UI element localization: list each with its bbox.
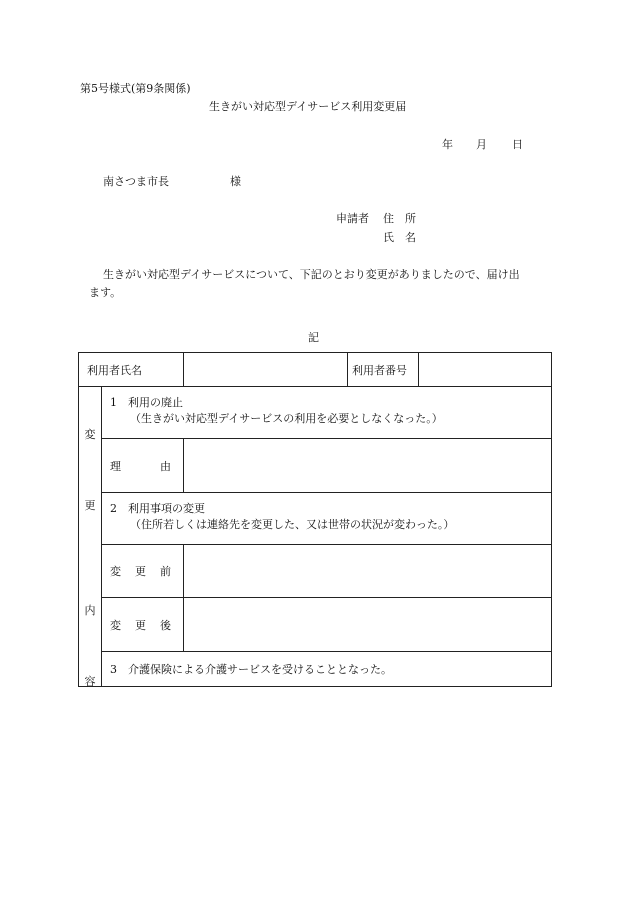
body-text-line1: 生きがい対応型デイサービスについて、下記のとおり変更がありましたので、届け出 — [103, 268, 520, 281]
before-char-1: 変 — [110, 565, 121, 578]
user-name-field[interactable] — [184, 353, 348, 387]
change-content-side-label — [79, 387, 102, 687]
addressee-name: 南さつま市長 — [103, 175, 169, 188]
applicant-address-label: 住 所 — [383, 212, 416, 225]
item1-sub: （生きがい対応型デイサービスの利用を必要としなくなった。） — [130, 412, 443, 425]
date-month: 月 — [476, 138, 487, 151]
applicant-name-label: 氏 名 — [383, 231, 416, 244]
change-form-table — [78, 352, 552, 687]
reason-label-cell — [102, 439, 184, 493]
user-name-label-cell — [79, 353, 184, 387]
reason-field[interactable] — [184, 439, 552, 493]
user-number-field[interactable] — [419, 353, 552, 387]
date-day: 日 — [512, 138, 523, 151]
side-char-2: 更 — [84, 499, 96, 512]
after-char-1: 変 — [110, 618, 121, 632]
date-year: 年 — [442, 138, 453, 151]
user-name-label: 利用者氏名 — [87, 363, 142, 377]
reason-char-2: 由 — [160, 459, 171, 473]
before-label-cell — [102, 545, 184, 598]
item3-cell — [102, 652, 552, 687]
side-char-1: 変 — [84, 428, 96, 441]
body-text-line2: ます。 — [89, 286, 122, 299]
side-char-3: 内 — [84, 604, 96, 617]
applicant-label: 申請者 — [336, 212, 369, 225]
before-char-2: 更 — [135, 565, 146, 578]
item1-title: 1 利用の廃止 — [110, 396, 183, 409]
item2-cell — [102, 493, 552, 545]
after-field[interactable] — [184, 598, 552, 652]
user-number-label: 利用者番号 — [352, 363, 407, 377]
before-field[interactable] — [184, 545, 552, 598]
after-char-3: 後 — [160, 618, 171, 632]
reason-char-1: 理 — [110, 459, 121, 473]
item1-cell — [102, 387, 552, 439]
document-title: 生きがい対応型デイサービス利用変更届 — [209, 100, 407, 113]
after-label-cell — [102, 598, 184, 652]
item2-sub: （住所若しくは連絡先を変更した、又は世帯の状況が変わった。） — [130, 518, 455, 531]
side-char-4: 容 — [84, 675, 96, 688]
before-char-3: 前 — [160, 565, 171, 578]
addressee-honorific: 様 — [230, 175, 241, 188]
ki-heading: 記 — [308, 331, 319, 344]
item3-title: 3 介護保険による介護サービスを受けることとなった。 — [110, 663, 392, 676]
item2-title: 2 利用事項の変更 — [110, 502, 205, 515]
user-number-label-cell — [348, 353, 419, 387]
form-number: 第5号様式(第9条関係) — [80, 82, 191, 95]
after-char-2: 更 — [135, 618, 146, 632]
